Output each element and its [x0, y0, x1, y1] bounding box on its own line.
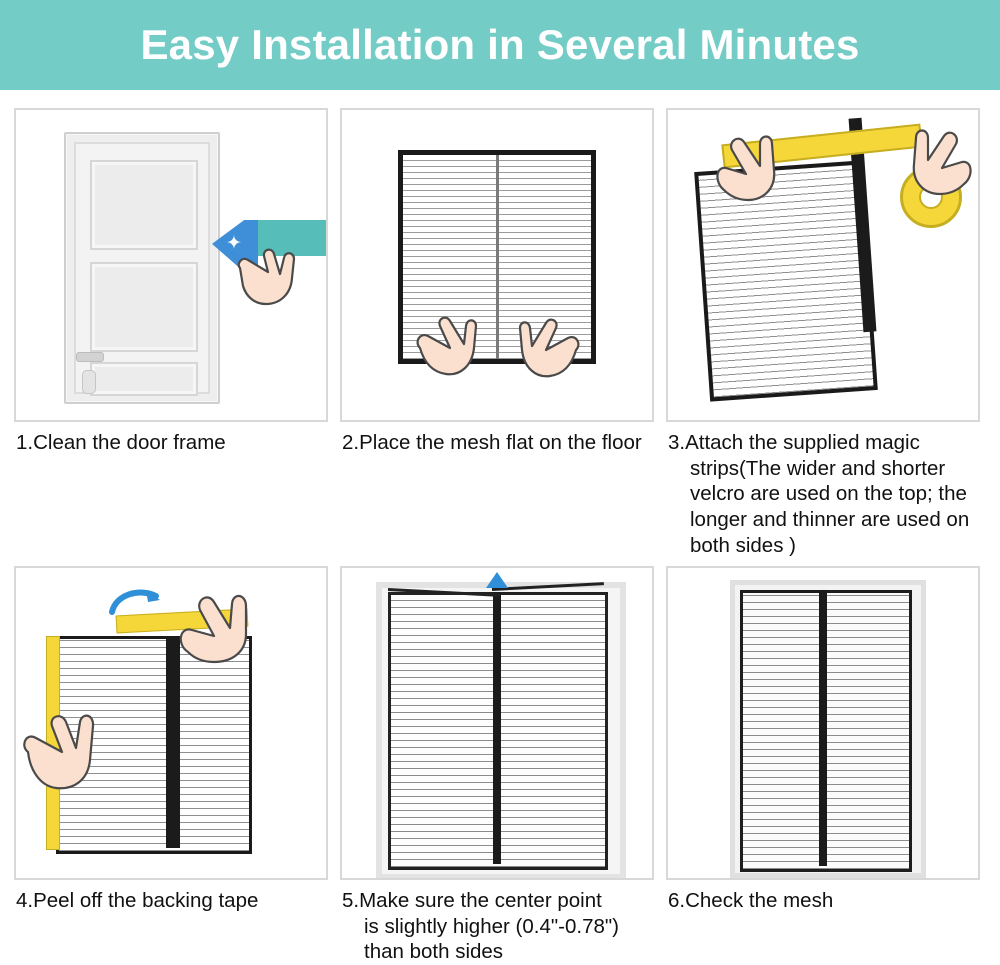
step-6-caption: 6.Check the mesh: [668, 889, 834, 913]
step-3: [666, 108, 986, 558]
mesh-center-seam: [493, 592, 501, 864]
step-2-illustration: [340, 108, 654, 422]
step-5-caption-line-3: than both sides: [364, 940, 504, 964]
step-5-caption: [340, 888, 650, 965]
step-2: [340, 108, 660, 558]
steps-grid: [14, 108, 986, 965]
door-panel-top: [90, 160, 198, 250]
step-5-caption-line-1: 5.Make sure the center point: [342, 889, 602, 913]
door-lock-icon: [82, 370, 96, 394]
hand-icon-right: [886, 118, 980, 198]
door-handle-icon: [76, 352, 104, 362]
page-title: Easy Installation in Several Minutes: [140, 21, 860, 68]
step-3-caption-line-1: 3.Attach the supplied magic: [668, 431, 920, 454]
step-1-caption: 1.Clean the door frame: [16, 431, 226, 454]
hand-icon-left: [412, 296, 502, 382]
step-3-caption-line-3: velcro are used on the top; the: [690, 482, 967, 506]
step-4-caption: 4.Peel off the backing tape: [16, 889, 259, 913]
header-banner: [0, 0, 1000, 90]
step-3-caption: [666, 430, 976, 558]
door-panel-bottom: [90, 362, 198, 396]
hand-icon-top: [166, 580, 276, 666]
step-1: [14, 108, 334, 558]
peel-direction-arrow-icon: [108, 586, 164, 616]
step-3-caption-line-2: strips(The wider and shorter: [690, 456, 946, 480]
step-6-illustration: [666, 566, 980, 880]
hand-icon-left: [18, 708, 128, 794]
door-panel-middle: [90, 262, 198, 352]
mesh-center-seam: [819, 590, 827, 866]
step-3-caption-line-4: longer and thinner are used on: [690, 507, 970, 531]
step-2-caption: 2.Place the mesh flat on the floor: [342, 431, 642, 454]
step-5-caption-line-2: is slightly higher (0.4"-0.78"): [364, 914, 619, 938]
step-3-caption-line-5: both sides ): [690, 533, 796, 557]
step-1-illustration: [14, 108, 328, 422]
step-4-illustration: [14, 566, 328, 880]
step-3-illustration: [666, 108, 980, 422]
star-icon: ✦: [226, 233, 242, 254]
mesh-center-seam: [166, 636, 180, 848]
step-4: [14, 566, 334, 965]
step-5: [340, 566, 660, 965]
hand-icon: [234, 238, 318, 308]
hand-icon-right: [490, 298, 584, 384]
center-point-marker-icon: [486, 572, 508, 588]
hand-icon-left: [706, 120, 802, 204]
step-5-illustration: [340, 566, 654, 880]
step-6: [666, 566, 986, 965]
door-icon: [64, 132, 220, 404]
